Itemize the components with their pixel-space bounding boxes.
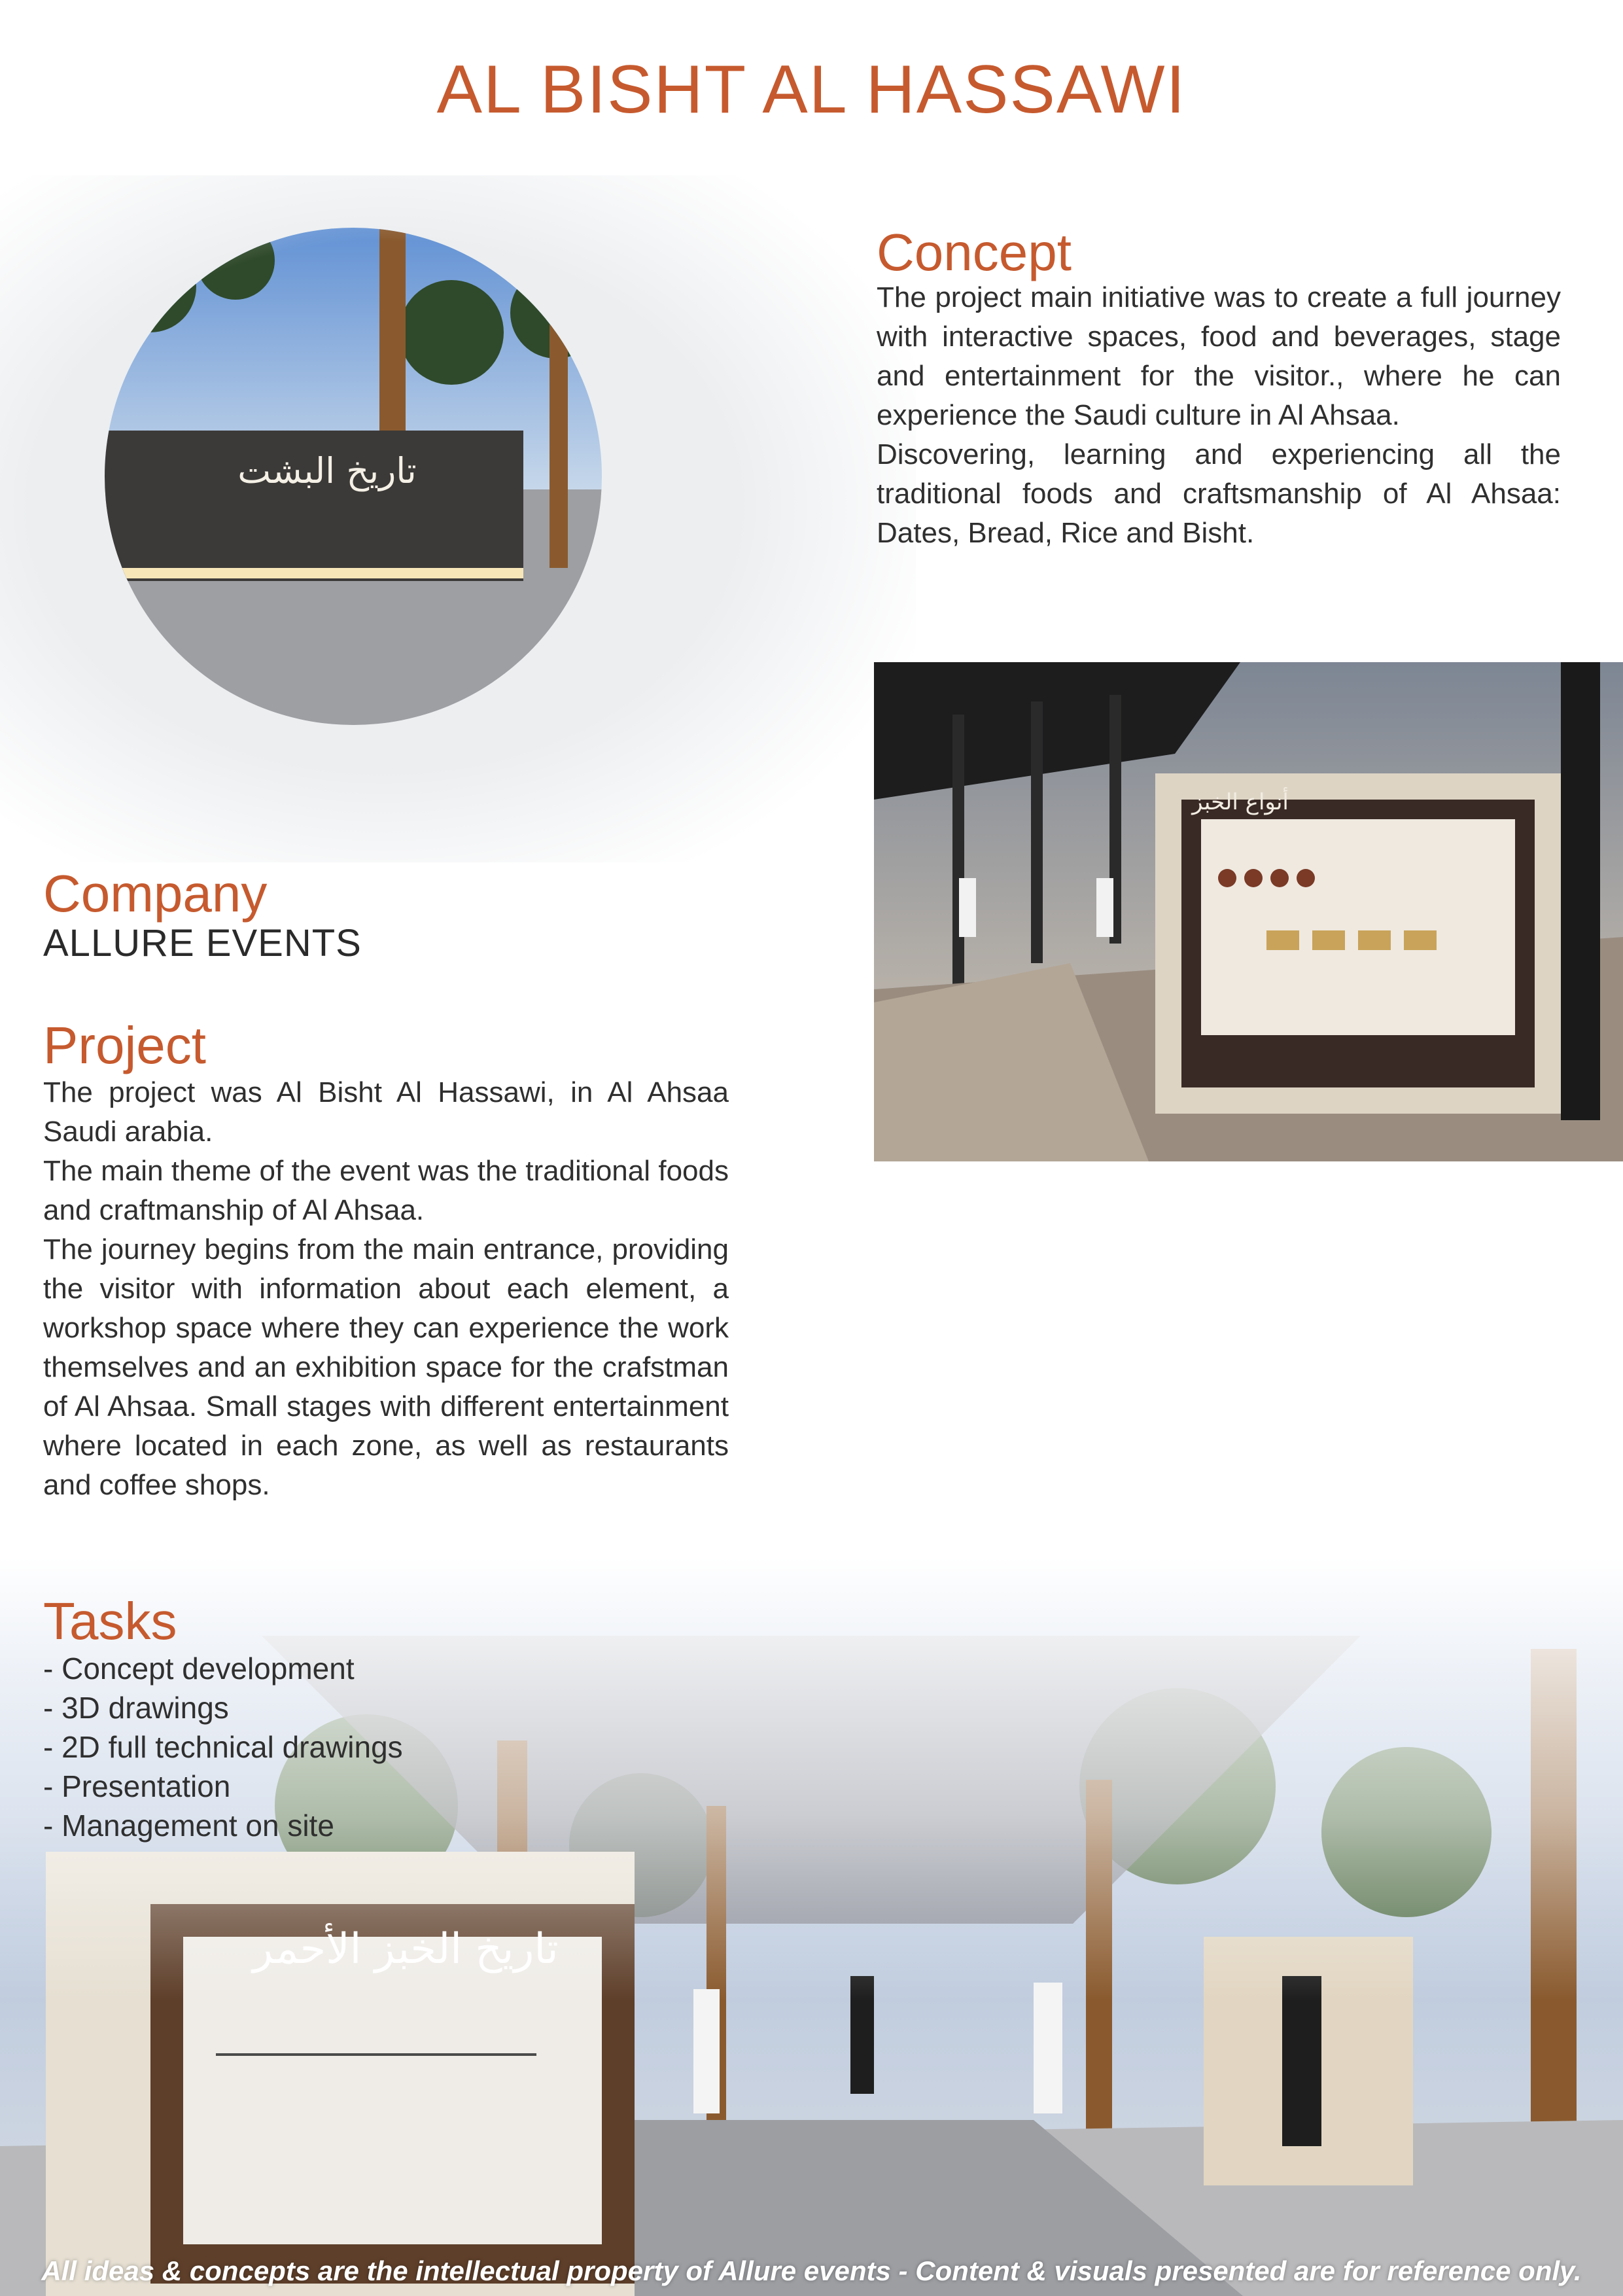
task-item: - 3D drawings — [43, 1691, 229, 1725]
concept-heading: Concept — [877, 223, 1072, 281]
concept-text — [877, 278, 1561, 553]
task-item: - Concept development — [43, 1651, 355, 1686]
task-item: - 2D full technical drawings — [43, 1730, 403, 1764]
task-item: - Presentation — [43, 1769, 231, 1803]
project-paragraph: The project was Al Bisht Al Hassawi, in Al Ahsaa Saudi arabia. — [43, 1076, 729, 1148]
task-item: - Management on site — [43, 1809, 334, 1843]
tasks-list — [43, 1649, 403, 1845]
company-heading: Company — [43, 864, 268, 923]
render-image-bread-types — [874, 662, 1623, 1161]
sign-text-bread-types: أنواع الخبز — [1192, 789, 1289, 815]
project-paragraph: The main theme of the event was the traditional foods and craftmanship of Al Ahsaa. — [43, 1155, 729, 1226]
project-text — [43, 1073, 729, 1505]
project-paragraph: The journey begins from the main entrance, providing the visitor with information about each element, a workshop space where they can experience the work themselves and an exhibition space for the crafstman of Al Ahsaa. Small stages with different entertainment where located in each zone, as well as restaurants and coffee shops. — [43, 1233, 729, 1501]
company-name: ALLURE EVENTS — [43, 922, 362, 964]
concept-paragraph: The project main initiative was to create a full journey with interactive spaces, food and beverages, stage and entertainment for the visitor., where he can experience the Saudi culture in Al Ahsaa. — [877, 281, 1561, 431]
project-heading: Project — [43, 1016, 206, 1074]
tasks-heading: Tasks — [43, 1592, 177, 1650]
render-image-bisht-history — [0, 175, 916, 862]
copyright-footer: All ideas & concepts are the intellectual property of Allure events - Content & visuals presented are for reference only. — [41, 2255, 1582, 2286]
page-title: AL BISHT AL HASSAWI — [436, 52, 1187, 128]
concept-paragraph: Discovering, learning and experiencing all the traditional foods and craftsmanship of Al Ahsaa: Dates, Bread, Rice and Bisht. — [877, 438, 1561, 549]
